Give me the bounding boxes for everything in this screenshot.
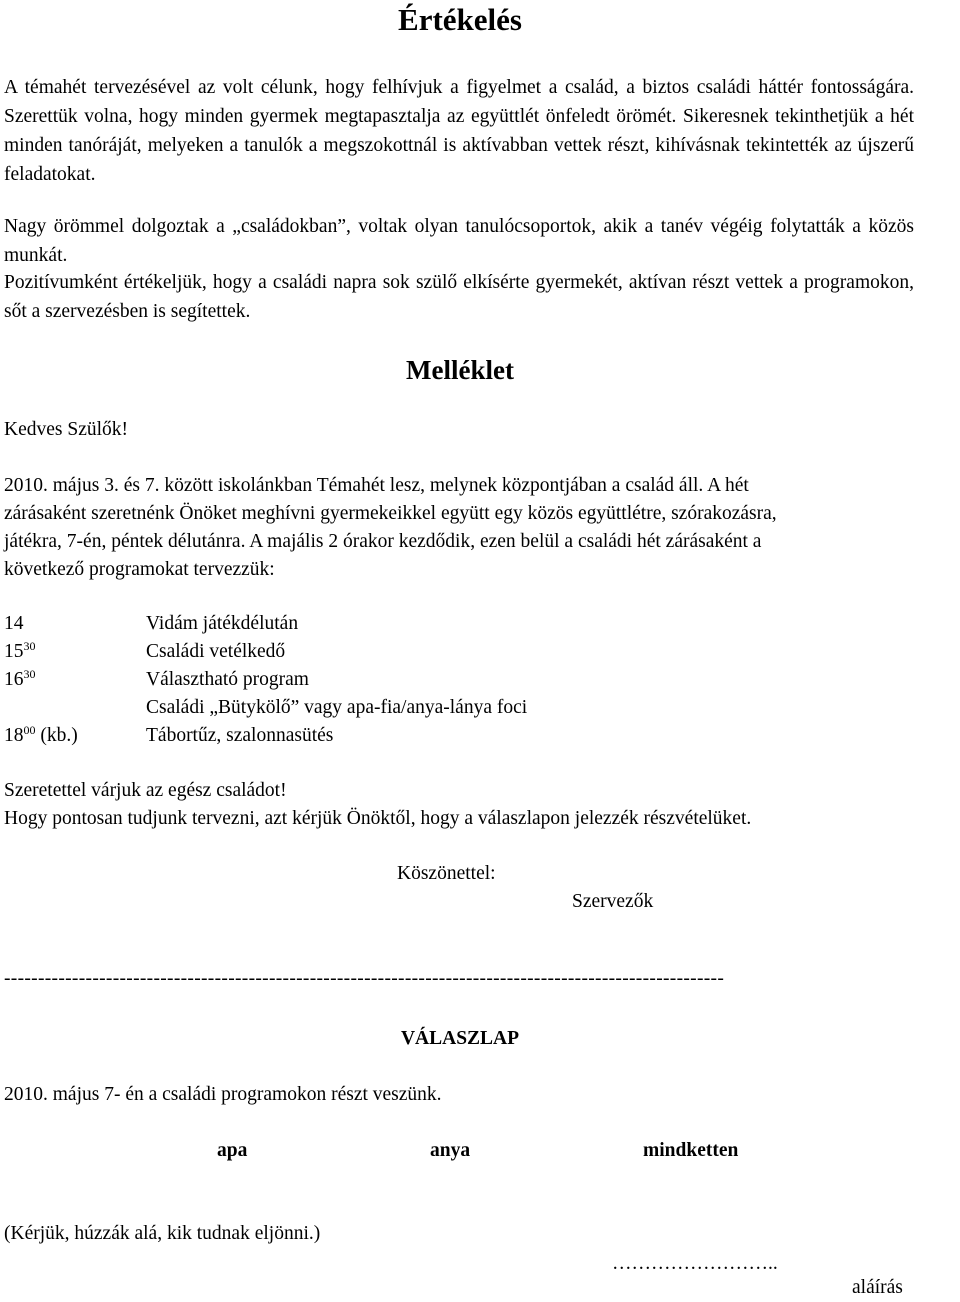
- evaluation-paragraph-1: A témahét tervezésével az volt célunk, hogy felhívjuk a figyelmet a család, a biztos családi háttér fontosságára. Szerettük volna, hogy minden gyermek megtapasztalja az együttlét önfeledt örömét. Sikeresnek tekinthetjük a hét minden tanóráját, melyeken a tanulók a megszokottnál is aktívabban vettek részt, kihívásnak tekintették az újszerű feladatokat.: [4, 77, 914, 185]
- option-mother[interactable]: anya: [430, 1140, 471, 1161]
- schedule-time: $16^{30}$: [4, 667, 36, 690]
- schedule-desc: Családi vetélkedő: [146, 641, 286, 662]
- intro-line-2: zárásaként szeretnénk Önöket meghívni gyermekeikkel együtt egy közös együttlétre, szórakozásra,: [4, 503, 777, 524]
- reply-form-title: VÁLASZLAP: [400, 1028, 520, 1049]
- schedule-desc: Tábortűz, szalonnasütés: [146, 725, 334, 746]
- intro-line-4: következő programokat tervezzük:: [4, 559, 275, 580]
- organizers-signature: Szervezők: [572, 891, 654, 912]
- option-father[interactable]: apa: [217, 1140, 248, 1161]
- signature-label: aláírás: [852, 1277, 903, 1298]
- evaluation-paragraph-2: Nagy örömmel dolgoztak a „családokban”, voltak olyan tanulócsoportok, akik a tanév végéig folytatták a közös munkát.: [4, 216, 914, 266]
- intro-line-3: játékra, 7-én, péntek délutánra. A majális 2 órakor kezdődik, ezen belül a családi hét zárásaként a: [4, 531, 762, 552]
- page-title: Értékelés: [398, 2, 522, 37]
- schedule-time: $18^{00}$ (kb.): [4, 723, 78, 746]
- schedule-time: $15^{30}$: [4, 639, 36, 662]
- schedule-desc: Családi „Bütykölő” vagy apa-fia/anya-lánya foci: [146, 697, 528, 718]
- closing-request: Hogy pontosan tudjunk tervezni, azt kérjük Önöktől, hogy a válaszlapon jelezzék részvételüket.: [4, 808, 752, 829]
- underline-instruction: (Kérjük, húzzák alá, kik tudnak eljönni.): [4, 1223, 321, 1244]
- closing-invitation: Szeretettel várjuk az egész családot!: [4, 780, 287, 801]
- greeting: Kedves Szülők!: [4, 419, 129, 440]
- reply-statement: 2010. május 7- én a családi programokon részt veszünk.: [4, 1084, 442, 1105]
- schedule-time: 14: [4, 613, 24, 634]
- evaluation-paragraph-3: Pozitívumként értékeljük, hogy a családi napra sok szülő elkísérte gyermekét, aktívan részt vettek a programokon, sőt a szervezésben is segítettek.: [4, 272, 914, 322]
- schedule-desc: Választható program: [146, 669, 309, 690]
- intro-line-1: 2010. május 3. és 7. között iskolánkban Témahét lesz, melynek központjában a család áll. A hét: [4, 475, 749, 496]
- appendix-title: Melléklet: [406, 355, 514, 385]
- option-both[interactable]: mindketten: [643, 1140, 739, 1161]
- cut-line: ----------------------------------------------------------------------------------------------------------: [4, 968, 725, 989]
- schedule-desc: Vidám játékdélután: [146, 613, 299, 634]
- thanks-text: Köszönettel:: [397, 863, 496, 884]
- signature-line[interactable]: ……………………..: [612, 1253, 778, 1274]
